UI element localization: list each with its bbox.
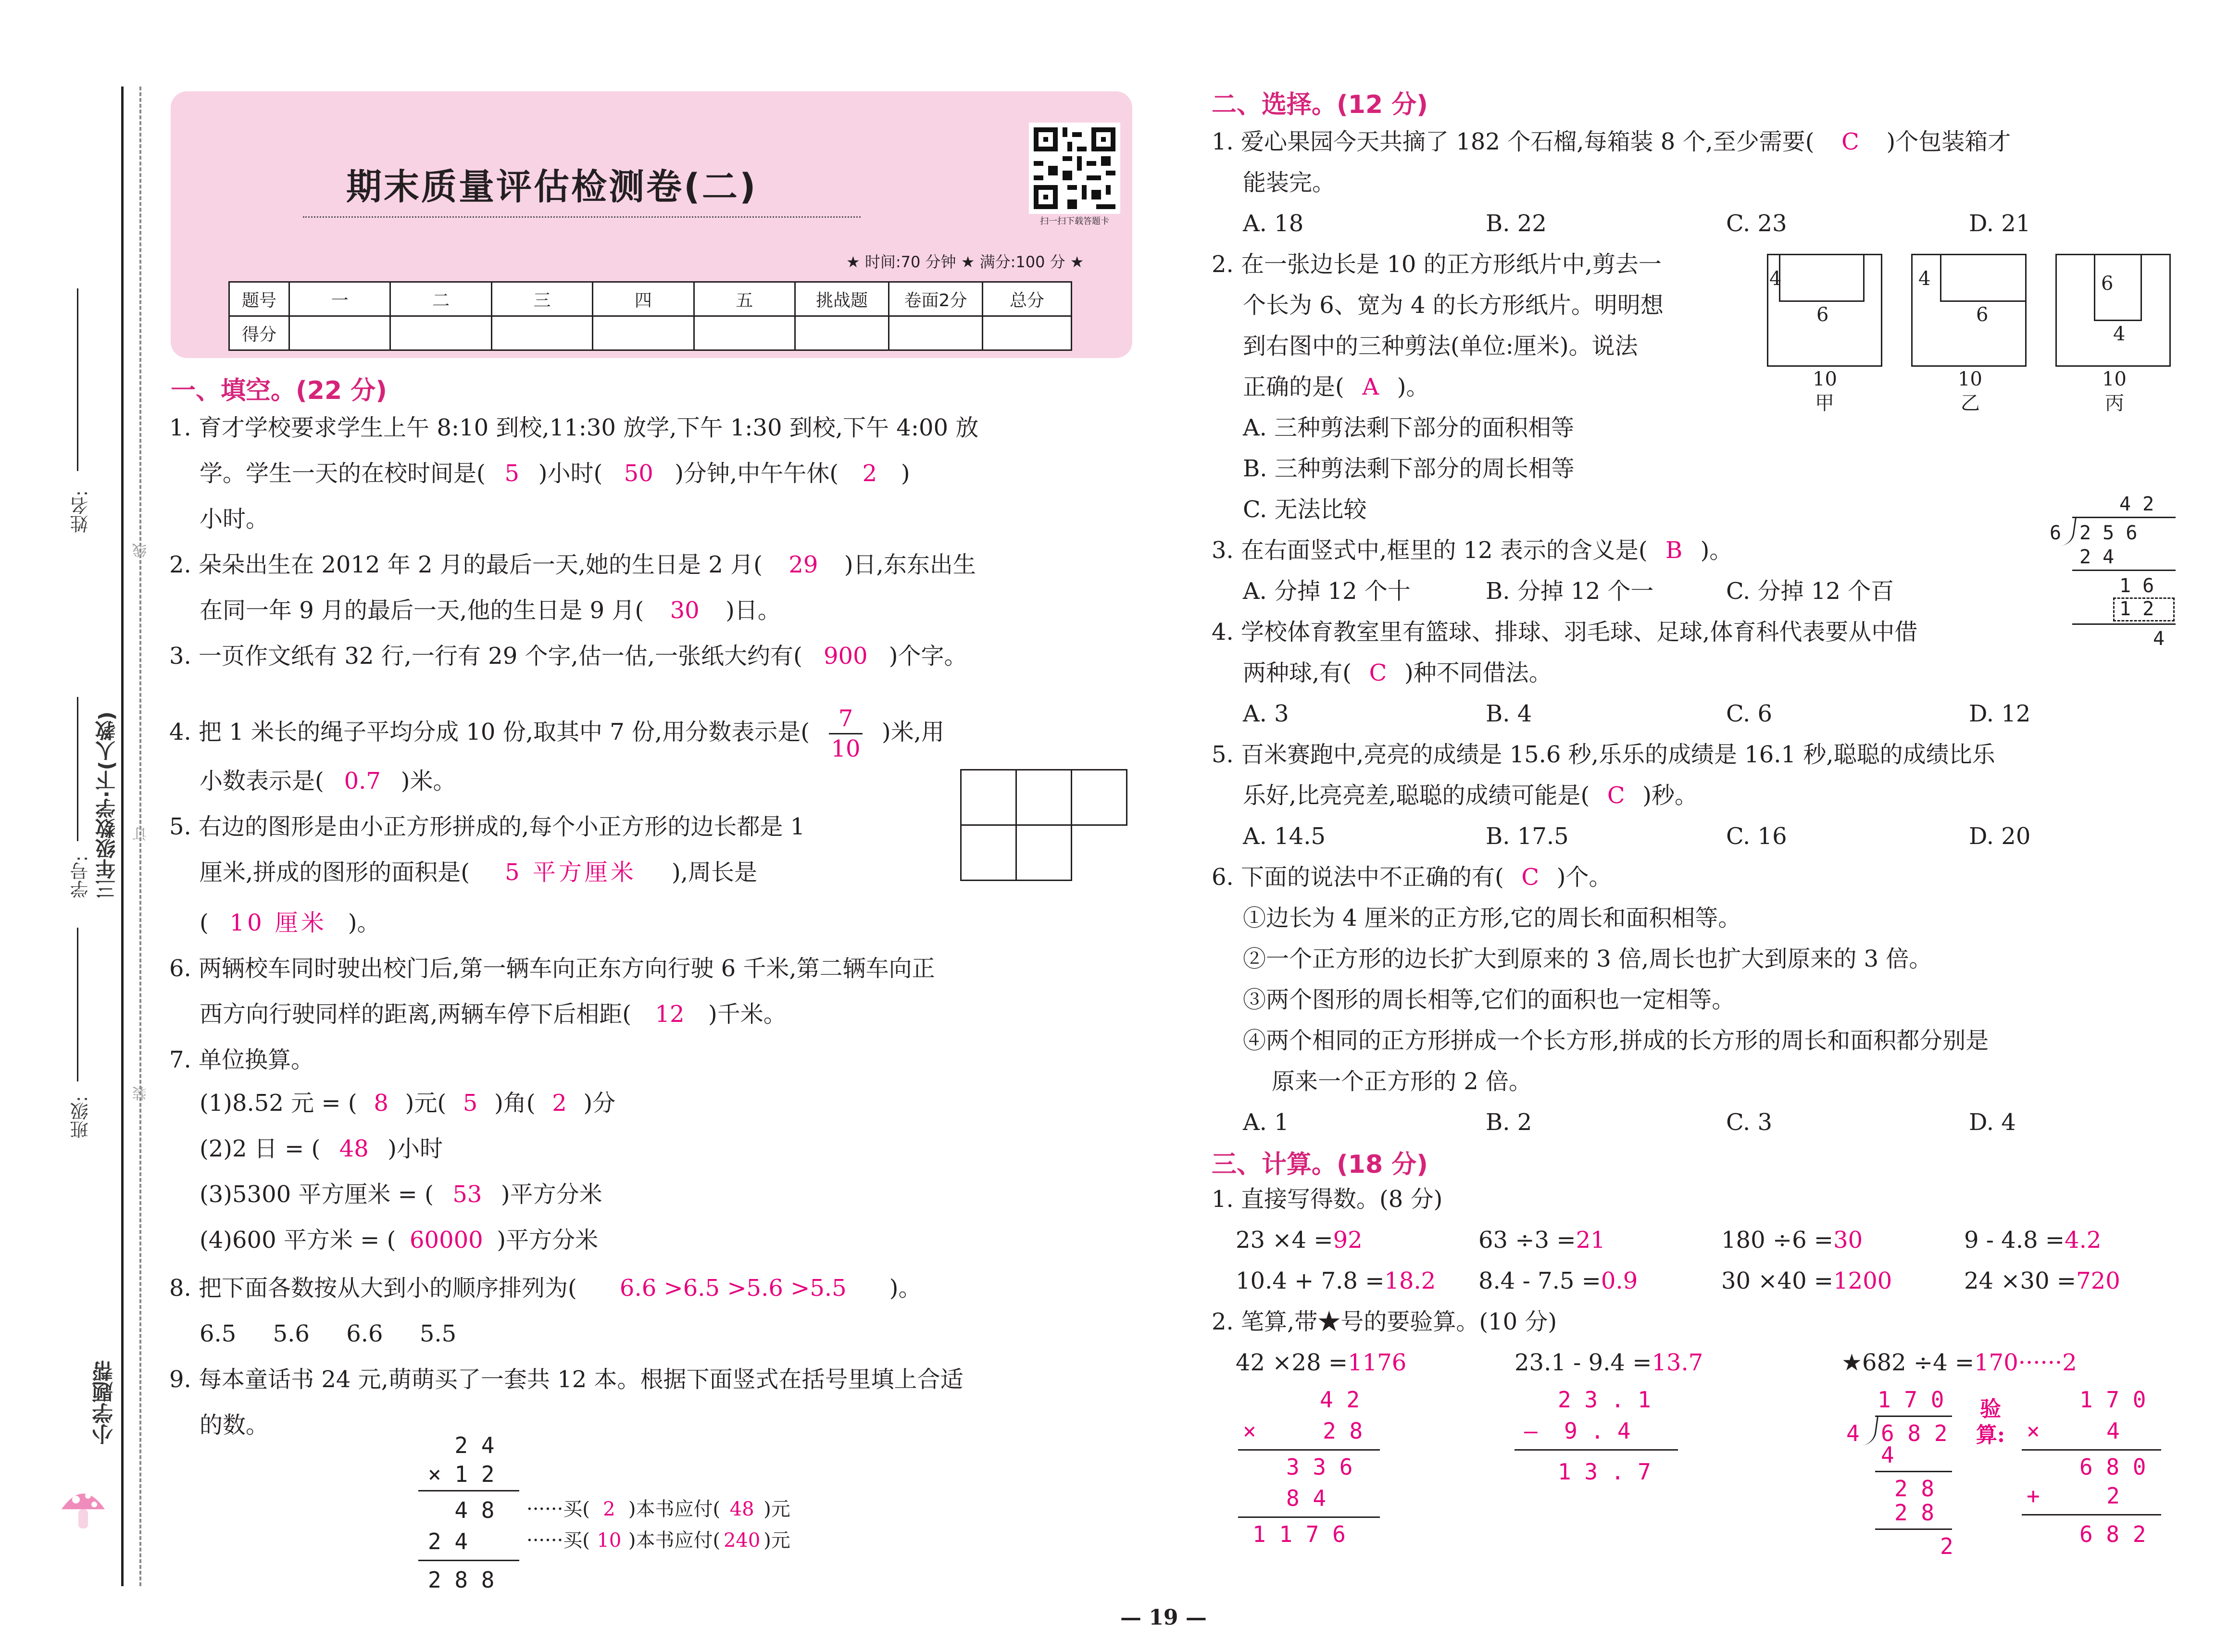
q9-calc-rule [418, 1560, 519, 1561]
s1-q1-line2 [200, 459, 910, 488]
s2-q1-option-d[interactable]: D. 21 [1969, 210, 2031, 237]
s2-q1-option-b[interactable]: B. 22 [1486, 210, 1547, 237]
s2-q1-option-c[interactable]: C. 23 [1726, 210, 1787, 237]
vc1-row3: 3 3 6 [1286, 1454, 1353, 1480]
s2-q2-line3: 到右图中的三种剪法(单位:厘米)。说法 [1243, 333, 1638, 360]
s1-q5-line2 [200, 858, 757, 887]
s2-q6-statement-4: ④两个相同的正方形拼成一个长方形,拼成的长方形的周长和面积都分别是 [1243, 1027, 1989, 1054]
answer[interactable]: 10 [597, 1529, 622, 1552]
answer[interactable]: 2 [552, 1090, 567, 1117]
s3-q2-title: 2. 笔算,带★号的要验算。(10 分) [1212, 1308, 1557, 1335]
fig-bing-h: 6 [2101, 273, 2114, 295]
answer[interactable]: 1176 [1348, 1349, 1407, 1376]
fig-yi-w: 6 [1976, 304, 1989, 326]
div-remainder: 4 [2153, 628, 2165, 650]
vc4-row2: × 4 [2027, 1418, 2120, 1444]
margin-class-label: 班级: [70, 1096, 91, 1139]
section-1-title: 一、填空。(22 分) [171, 376, 387, 405]
s2-q6-option-b[interactable]: B. 2 [1486, 1109, 1532, 1136]
s1-q1-line1: 1. 育才学校要求学生上午 8:10 到校,11:30 放学,下午 1:30 到校,下午 4:00 放 [169, 414, 979, 441]
s1-q6-line1: 6. 两辆校车同时驶出校门后,第一辆车向正东方向行驶 6 千米,第二辆车向正 [169, 955, 935, 982]
vc3-quotient: 1 7 0 [1878, 1387, 1944, 1413]
fig-yi-cut [1940, 254, 2027, 302]
written-calc-2-head [1515, 1348, 1703, 1377]
answer[interactable]: 10 厘米 [229, 909, 327, 936]
q9-note-2 [526, 1526, 790, 1555]
answer[interactable]: B [1665, 537, 1683, 564]
s2-q6-statement-4b: 原来一个正方形的 2 倍。 [1272, 1068, 1532, 1095]
written-calc-3-head [1841, 1348, 2077, 1377]
text: )米。 [401, 768, 456, 795]
oral-calc-2 [1478, 1226, 1605, 1255]
s2-q6-option-c[interactable]: C. 3 [1726, 1109, 1773, 1136]
text: )小时 [388, 1135, 443, 1162]
text: )个包装箱才 [1886, 128, 2011, 155]
fig-yi-h: 4 [1918, 268, 1931, 290]
answer[interactable]: 170······2 [1974, 1349, 2077, 1376]
score-header-cell: 三 [491, 282, 592, 316]
vc3-bar [1875, 1416, 1952, 1417]
oral-calc-5 [1236, 1267, 1436, 1295]
score-row-label: 得分 [229, 316, 289, 350]
s1-q7-l1 [200, 1089, 615, 1118]
expr: 8.4 - 7.5 = [1478, 1267, 1601, 1294]
q9-calc-row4: 2 4 [428, 1528, 468, 1554]
s2-q4-option-b[interactable]: B. 4 [1486, 700, 1532, 727]
score-table [228, 281, 1072, 351]
text: 在同一年 9 月的最后一天,他的生日是 9 月( [200, 597, 644, 624]
expr: 63 ÷3 = [1478, 1227, 1576, 1254]
fraction-denominator: 10 [831, 735, 861, 762]
text: )日。 [726, 597, 781, 624]
q9-calc-row1: 2 4 [428, 1432, 495, 1458]
s2-q6-option-a[interactable]: A. 1 [1243, 1109, 1289, 1136]
margin-grade-label: 三年级数学·下(人教) [95, 711, 118, 899]
s2-q6-statement-2: ②一个正方形的边长扩大到原来的 3 倍,周长也扩大到原来的 3 倍。 [1243, 945, 1932, 972]
answer[interactable]: 18.2 [1384, 1267, 1436, 1294]
check-label: 验算: [1976, 1397, 2005, 1447]
s1-q7-l3 [200, 1180, 602, 1209]
vc4-row3: 6 8 0 [2079, 1454, 2146, 1480]
vc1-rule [1238, 1516, 1380, 1518]
expr: 10.4 + 7.8 = [1236, 1267, 1385, 1294]
vc4-rule [2022, 1514, 2161, 1515]
s2-q3-option-b[interactable]: B. 分掉 12 个一 [1486, 578, 1654, 605]
text: )。 [889, 1275, 922, 1302]
text: )个字。 [889, 643, 967, 670]
oral-calc-4 [1964, 1226, 2101, 1255]
margin-name-line [77, 288, 78, 471]
s1-q9-line2: 的数。 [200, 1412, 269, 1439]
answer[interactable]: C [1521, 864, 1540, 891]
expr: 30 ×40 = [1721, 1267, 1834, 1294]
answer[interactable]: 12 [655, 1001, 685, 1028]
div-bracket [2061, 517, 2077, 546]
s1-q9-line1: 9. 每本童话书 24 元,萌萌买了一套共 12 本。根据下面竖式在括号里填上合适 [169, 1366, 964, 1393]
text: 8. 把下面各数按从大到小的顺序排列为( [169, 1275, 577, 1302]
s2-q4-line1: 4. 学校体育教室里有篮球、排球、羽毛球、足球,体育科代表要从中借 [1212, 619, 1918, 646]
qr-caption: 扫一扫下载答题卡 [1040, 216, 1109, 226]
s1-q5-line3 [200, 908, 380, 937]
score-table-header-row [229, 282, 1072, 316]
s2-q4-option-a[interactable]: A. 3 [1243, 700, 1289, 727]
margin-zhuang-word: 装 [133, 1086, 150, 1101]
q9-calc-row5: 2 8 8 [428, 1567, 495, 1593]
q9-calc-rule [418, 1490, 519, 1491]
s2-q2-option-b[interactable]: B. 三种剪法剩下部分的周长相等 [1243, 455, 1575, 482]
fig-jia-side: 10 [1813, 368, 1837, 390]
answer[interactable]: 4.2 [2065, 1227, 2102, 1254]
text: ( [200, 909, 209, 936]
answer[interactable]: 5 [504, 460, 519, 487]
section-3-title: 三、计算。(18 分) [1212, 1150, 1428, 1179]
fig-bing-w: 4 [2113, 323, 2126, 345]
text: )。 [1700, 537, 1733, 564]
s2-q4-option-d[interactable]: D. 12 [1969, 700, 2031, 727]
answer[interactable]: 60000 [409, 1227, 483, 1254]
score-header-cell: 总分 [983, 282, 1072, 316]
s2-q1-option-a[interactable]: A. 18 [1243, 210, 1304, 237]
s2-q6-statement-1: ①边长为 4 厘米的正方形,它的周长和面积相等。 [1243, 905, 1741, 932]
margin-number-label: 学号: [70, 856, 91, 898]
fig-yi-side: 10 [1958, 368, 1982, 390]
vc1-row4: 8 4 [1286, 1485, 1327, 1511]
s2-q4-option-c[interactable]: C. 6 [1726, 700, 1773, 727]
text: )小时( [538, 460, 603, 487]
vc2-row3: 1 3 . 7 [1558, 1459, 1651, 1485]
s2-q1-line1 [1212, 127, 2011, 156]
fig-jia-cut [1779, 254, 1865, 302]
s2-q2-option-a[interactable]: A. 三种剪法剩下部分的面积相等 [1243, 414, 1575, 441]
text: 1. 爱心果园今天共摘了 182 个石榴,每箱装 8 个,至少需要( [1212, 128, 1815, 155]
q9-note-1 [526, 1495, 790, 1524]
vc3-step2: 2 8 [1894, 1476, 1935, 1502]
q9-calc-row2: × 1 2 [428, 1461, 495, 1487]
oral-calc-7 [1721, 1267, 1892, 1295]
answer[interactable]: 29 [789, 551, 818, 578]
vc3-remainder: 2 [1940, 1533, 1953, 1559]
text: 6. 下面的说法中不正确的有( [1212, 864, 1504, 891]
expr: ★682 ÷4 = [1841, 1349, 1975, 1376]
div-step1: 2 4 [2079, 546, 2115, 568]
text: (3)5300 平方厘米 = ( [200, 1181, 434, 1208]
score-input-cell[interactable] [983, 316, 1072, 350]
answer[interactable]: C [1607, 782, 1625, 809]
s2-q2-option-c[interactable]: C. 无法比较 [1243, 496, 1367, 523]
q9-calc-row3: 4 8 [428, 1497, 495, 1523]
written-calc-1-head [1236, 1348, 1406, 1377]
score-header-cell: 四 [593, 282, 694, 316]
vc3-rule [1875, 1471, 1952, 1472]
score-header-cell: 二 [390, 282, 491, 316]
expr: 9 - 4.8 = [1964, 1227, 2065, 1254]
answer[interactable]: 240 [723, 1529, 761, 1552]
expr: 42 ×28 = [1236, 1349, 1348, 1376]
div-bar [2072, 517, 2176, 518]
s1-q7-l2 [200, 1134, 443, 1163]
vc2-row1: 2 3 . 1 [1558, 1387, 1651, 1413]
fig-jia-name: 甲 [1815, 392, 1834, 414]
s2-q5-option-a[interactable]: A. 14.5 [1243, 823, 1326, 850]
s2-q5-line1: 5. 百米赛跑中,亮亮的成绩是 15.6 秒,乐乐的成绩是 16.1 秒,聪聪的成绩比乐 [1212, 741, 1995, 768]
vc3-dividend: 6 8 2 [1881, 1420, 1948, 1446]
fig-bing-name: 丙 [2105, 392, 2124, 414]
s2-q3-line1 [1212, 536, 1732, 565]
s2-q2-line4 [1243, 373, 1429, 401]
s2-q2-line1: 2. 在一张边长是 10 的正方形纸片中,剪去一 [1212, 251, 1662, 278]
text: ······买( [526, 1498, 590, 1520]
margin-ding-word: 订 [133, 827, 150, 841]
text: (1)8.52 元 = ( [200, 1090, 357, 1117]
oral-calc-6 [1478, 1267, 1638, 1295]
s2-q6-statement-3: ③两个图形的周长相等,它们的面积也一定相等。 [1243, 986, 1735, 1013]
qr-code[interactable] [1029, 123, 1120, 214]
text: 3. 在右面竖式中,框里的 12 表示的含义是( [1212, 537, 1648, 564]
text: )日,东东出生 [844, 551, 976, 578]
answer[interactable]: 13.7 [1652, 1349, 1703, 1376]
score-input-cell[interactable] [593, 316, 694, 350]
score-header-cell: 一 [289, 282, 390, 316]
score-input-cell[interactable] [390, 316, 491, 350]
s1-q4-line1 [169, 704, 944, 763]
margin-class-line [77, 928, 78, 1081]
title-underline [303, 216, 861, 218]
text: )个。 [1556, 864, 1612, 891]
s3-q1-title: 1. 直接写得数。(8 分) [1212, 1186, 1443, 1213]
answer[interactable]: 0.7 [344, 768, 381, 795]
score-header-cell: 五 [694, 282, 795, 316]
margin-name-label: 姓名: [70, 490, 91, 533]
s1-q2-line1 [169, 550, 976, 579]
q5-square-grid [960, 769, 1128, 882]
oral-calc-1 [1236, 1226, 1363, 1255]
answer[interactable]: 6.6 >6.5 >5.6 >5.5 [619, 1275, 847, 1302]
text: 两种球,有( [1243, 659, 1352, 686]
div-step2: 1 6 [2119, 575, 2154, 597]
expr: 180 ÷6 = [1721, 1227, 1834, 1254]
answer[interactable]: 48 [729, 1498, 754, 1520]
answer[interactable]: 30 [1833, 1227, 1863, 1254]
s1-q5-line1: 5. 右边的图形是由小正方形拼成的,每个小正方形的边长都是 1 [169, 813, 805, 840]
answer[interactable]: 30 [670, 597, 700, 624]
text: )本书应付( [628, 1529, 721, 1552]
s1-q6-line2 [200, 1000, 787, 1029]
vc3-divisor: 4 [1846, 1420, 1860, 1446]
s2-q5-option-b[interactable]: B. 17.5 [1486, 823, 1569, 850]
s2-q3-option-c[interactable]: C. 分掉 12 个百 [1726, 578, 1894, 605]
vc4-row1: 1 7 0 [2079, 1387, 2146, 1413]
s2-q5-option-d[interactable]: D. 20 [1969, 823, 2031, 850]
text: 4. 把 1 米长的绳子平均分成 10 份,取其中 7 份,用分数表示是( [169, 719, 810, 745]
answer[interactable]: C [1841, 128, 1859, 155]
answer-fraction[interactable] [810, 704, 882, 763]
text: )种不同借法。 [1404, 659, 1552, 686]
s2-q3-option-a[interactable]: A. 分掉 12 个十 [1243, 578, 1411, 605]
text: 乐好,比亮亮差,聪聪的成绩可能是( [1243, 782, 1590, 809]
answer[interactable]: 92 [1333, 1227, 1363, 1254]
score-input-cell[interactable] [694, 316, 795, 350]
vc3-bracket [1862, 1416, 1879, 1445]
score-input-cell[interactable] [491, 316, 592, 350]
score-table-score-row [229, 316, 1072, 350]
fraction-numerator: 7 [829, 704, 863, 734]
score-header-cell: 卷面2分 [889, 282, 983, 316]
binding-line-outer [121, 87, 124, 1586]
vc4-row5: 6 8 2 [2079, 1521, 2146, 1547]
answer[interactable]: C [1369, 659, 1387, 686]
text: )分 [583, 1090, 616, 1117]
text: (4)600 平方米 = ( [200, 1227, 396, 1254]
text: 小数表示是( [200, 768, 324, 795]
s2-q6-option-d[interactable]: D. 4 [1969, 1109, 2016, 1136]
vc2-rule [1515, 1449, 1678, 1451]
text: )秒。 [1642, 782, 1698, 809]
text: 西方向行驶同样的距离,两辆车停下后相距( [200, 1001, 631, 1028]
expr: 23 ×4 = [1236, 1227, 1333, 1254]
text: )平方分米 [501, 1181, 602, 1208]
text: )元 [764, 1498, 790, 1520]
answer[interactable]: 48 [339, 1135, 369, 1162]
vc4-row4: + 2 [2027, 1483, 2120, 1509]
answer[interactable]: 900 [823, 643, 868, 670]
text: 2. 朵朵出生在 2012 年 2 月的最后一天,她的生日是 2 月( [169, 551, 763, 578]
page-title: 期末质量评估检测卷(二) [346, 166, 758, 208]
vc2-row2: — 9 . 4 [1524, 1418, 1631, 1444]
answer[interactable]: 720 [2076, 1267, 2120, 1294]
text: (2)2 日 = ( [200, 1135, 321, 1162]
answer[interactable]: 1200 [1833, 1267, 1892, 1294]
margin-line-word: 线 [133, 543, 150, 558]
score-input-cell[interactable] [289, 316, 390, 350]
text: )元( [405, 1090, 447, 1117]
answer[interactable]: 50 [624, 460, 653, 487]
fig-jia-w: 6 [1816, 304, 1829, 326]
s1-q7-l4 [200, 1226, 598, 1255]
answer[interactable]: 8 [374, 1090, 388, 1117]
s2-q6-line1 [1212, 863, 1612, 892]
s1-q7-title: 7. 单位换算。 [169, 1046, 314, 1073]
expr: 24 ×30 = [1964, 1267, 2077, 1294]
answer[interactable]: 2 [862, 460, 877, 487]
text: 3. 一页作文纸有 32 行,一行有 29 个字,估一估,一张纸大约有( [169, 643, 802, 670]
text: )角( [494, 1090, 536, 1117]
vc1-row2: × 2 8 [1243, 1418, 1363, 1444]
vc3-rule [1875, 1528, 1952, 1530]
div-rule [2072, 570, 2176, 571]
answer[interactable]: 53 [452, 1181, 482, 1208]
vc1-row5: 1 1 7 6 [1252, 1521, 1346, 1547]
score-input-cell[interactable] [795, 316, 889, 350]
s2-q4-line2 [1243, 658, 1552, 687]
text: )平方分米 [497, 1227, 599, 1254]
answer[interactable]: 5 平方厘米 [505, 859, 637, 886]
s1-q1-line3: 小时。 [200, 506, 269, 533]
page-number: — 19 — [1120, 1605, 1207, 1630]
div-divisor: 6 [2050, 522, 2062, 544]
text: )千米。 [708, 1001, 787, 1028]
expr: 23.1 - 9.4 = [1515, 1349, 1652, 1376]
s1-q2-line2 [200, 596, 781, 625]
s2-q1-line2: 能装完。 [1243, 169, 1336, 196]
div-quotient: 4 2 [2119, 493, 2154, 515]
section-2-title: 二、选择。(12 分) [1212, 90, 1428, 119]
answer[interactable]: 0.9 [1601, 1267, 1638, 1294]
text: 正确的是( [1243, 373, 1344, 400]
score-input-cell[interactable] [889, 316, 983, 350]
s1-q3 [169, 642, 967, 671]
s1-q8-line1 [169, 1274, 922, 1303]
answer[interactable]: A [1362, 373, 1379, 400]
score-header-cell: 题号 [229, 282, 289, 316]
fig-jia-h: 4 [1769, 268, 1782, 290]
oral-calc-3 [1721, 1226, 1863, 1255]
s2-q5-line2 [1243, 781, 1698, 810]
answer[interactable]: 5 [463, 1090, 478, 1117]
vc3-step3: 2 8 [1894, 1500, 1935, 1526]
text: )本书应付( [628, 1498, 721, 1520]
answer[interactable]: 21 [1576, 1227, 1605, 1254]
text: ······买( [526, 1529, 590, 1552]
s2-q2-line2: 个长为 6、宽为 4 的长方形纸片。明明想 [1243, 292, 1664, 319]
text: )米,用 [882, 719, 945, 745]
vc1-rule [1238, 1449, 1380, 1451]
margin-number-line [77, 697, 78, 841]
text: 学。学生一天的在校时间是( [200, 460, 486, 487]
fig-yi-name: 乙 [1961, 392, 1980, 414]
div-dividend: 2 5 6 [2079, 522, 2138, 544]
margin-brand: 小学题帮 [92, 1360, 117, 1445]
vc4-rule [2022, 1449, 2161, 1451]
text: 厘米,拼成的图形的面积是( [200, 859, 470, 886]
answer[interactable]: 2 [603, 1498, 615, 1520]
oral-calc-8 [1964, 1267, 2120, 1295]
text: ) [901, 460, 910, 487]
div-rule [2072, 623, 2176, 625]
text: )。 [1397, 373, 1429, 400]
text: )分钟,中午午休( [675, 460, 839, 487]
text: )。 [348, 909, 380, 936]
score-header-cell: 挑战题 [795, 282, 889, 316]
s2-q5-option-c[interactable]: C. 16 [1726, 823, 1787, 850]
exam-meta: ★ 时间:70 分钟 ★ 满分:100 分 ★ [846, 253, 1084, 271]
fig-bing-side: 10 [2102, 368, 2127, 390]
text: ),周长是 [672, 859, 757, 886]
mushroom-icon [57, 1480, 110, 1533]
div-step3: 1 2 [2119, 598, 2154, 620]
vc1-row1: 4 2 [1320, 1387, 1360, 1413]
s1-q4-line2 [200, 767, 456, 795]
s1-q8-numbers: 6.5 5.6 6.6 5.5 [200, 1320, 457, 1347]
text: )元 [764, 1529, 790, 1552]
vc3-step1: 4 [1881, 1442, 1894, 1468]
